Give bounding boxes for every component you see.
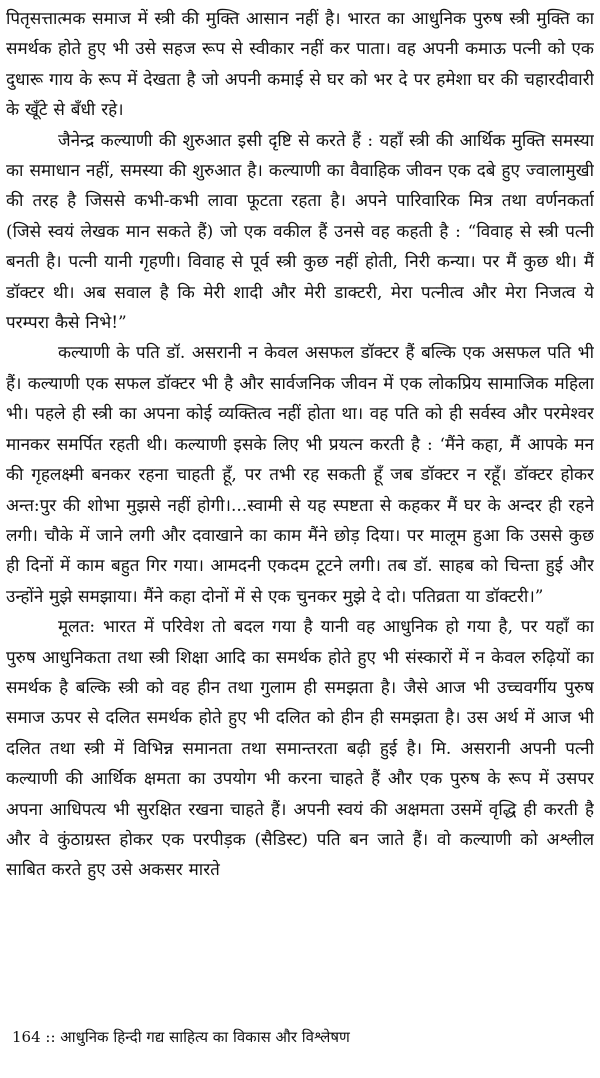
- paragraph-1: पितृसत्तात्मक समाज में स्त्री की मुक्ति आसान नहीं है। भारत का आधुनिक पुरुष स्त्री मुक्ति का समर्थक होते हुए भी उसे सहज रूप से स्वीकार नहीं कर पाता। वह अपनी कमाऊ पत्नी को एक दुधारू गाय के रूप में देखता है जो अपनी कमाई से घर को भर दे पर हमेशा घर की चहारदीवारी के खूँटे से बँधी रहे।: [6, 9, 594, 121]
- page-footer: 164 :: आधुनिक हिन्दी गद्य साहित्य का विकास और विश्लेषण: [12, 1028, 350, 1046]
- paragraph-2: जैनेन्द्र कल्याणी की शुरुआत इसी दृष्टि से करते हैं : यहाँ स्त्री की आर्थिक मुक्ति समस्या का समाधान नहीं, समस्या की शुरुआत है। कल्याणी का वैवाहिक जीवन एक दबे हुए ज्वालामुखी की तरह है जिससे कभी-कभी लावा फूटता रहता है। अपने पारिवारिक मित्र तथा वर्णनकर्ता (जिसे स्वयं लेखक मान सकते हैं) जो एक वकील हैं उनसे वह कहती है : “विवाह से स्त्री पत्नी बनती है। पत्नी यानी गृहणी। विवाह से पूर्व स्त्री कुछ नहीं होती, निरी कन्या। पर मैं कुछ थी। मैं डॉक्टर थी। अब सवाल है कि मेरी शादी और मेरी डाक्टरी, मेरा पत्नीत्व और मेरा निजत्व ये परम्परा कैसे निभे!”: [6, 130, 594, 334]
- paragraph-4: मूलत: भारत में परिवेश तो बदल गया है यानी वह आधुनिक हो गया है, पर यहाँ का पुरुष आधुनिकता तथा स्त्री शिक्षा आदि का समर्थक होते हुए भी संस्कारों में न केवल रुढ़ियों का समर्थक है बल्कि स्त्री को वह हीन तथा गुलाम ही समझता है। जैसे आज भी उच्चवर्गीय पुरुष समाज ऊपर से दलित समर्थक होते हुए भी दलित को हीन ही समझता है। उस अर्थ में आज भी दलित तथा स्त्री में विभिन्न समानता तथा समान्तरता बढ़ी हुई है। मि. असरानी अपनी पत्नी कल्याणी की आर्थिक क्षमता का उपयोग भी करना चाहते हैं और एक पुरुष के रूप में उसपर अपना आधिपत्य भी सुरक्षित रखना चाहते हैं। अपनी स्वयं की अक्षमता उसमें वृद्धि ही करती है और वे कुंठाग्रस्त होकर एक परपीड़क (सैडिस्ट) पति बन जाते हैं। वो कल्याणी को अश्लील साबित करते हुए उसे अकसर मारते: [6, 617, 594, 881]
- page-body-text: [6, 4, 594, 886]
- paragraph-3: कल्याणी के पति डॉ. असरानी न केवल असफल डॉक्टर हैं बल्कि एक असफल पति भी हैं। कल्याणी एक सफल डॉक्टर भी है और सार्वजनिक जीवन में एक लोकप्रिय सामाजिक महिला भी। पहले ही स्त्री का अपना कोई व्यक्तित्व नहीं होता था। वह पति को ही सर्वस्व और परमेश्वर मानकर समर्पित रहती थी। कल्याणी इसके लिए भी प्रयत्न करती है : ‘मैंने कहा, मैं आपके मन की गृहलक्ष्मी बनकर रहना चाहती हूँ, पर तभी रह सकती हूँ जब डॉक्टर न रहूँ। डॉक्टर होकर अन्त:पुर की शोभा मुझसे नहीं होगी।...स्वामी से यह स्पष्टता से कहकर मैं घर के अन्दर ही रहने लगी। चौके में जाने लगी और दवाखाने का काम मैंने छोड़ दिया। पर मालूम हुआ कि उससे कुछ ही दिनों में काम बहुत गिर गया। आमदनी एकदम टूटने लगी। तब डॉ. साहब को चिन्ता हुई और उन्होंने मुझे समझाया। मैंने कहा दोनों में से एक चुनकर मुझे दे दो। पतिव्रता या डॉक्टरी।”: [6, 343, 594, 607]
- book-page: [6, 4, 594, 1074]
